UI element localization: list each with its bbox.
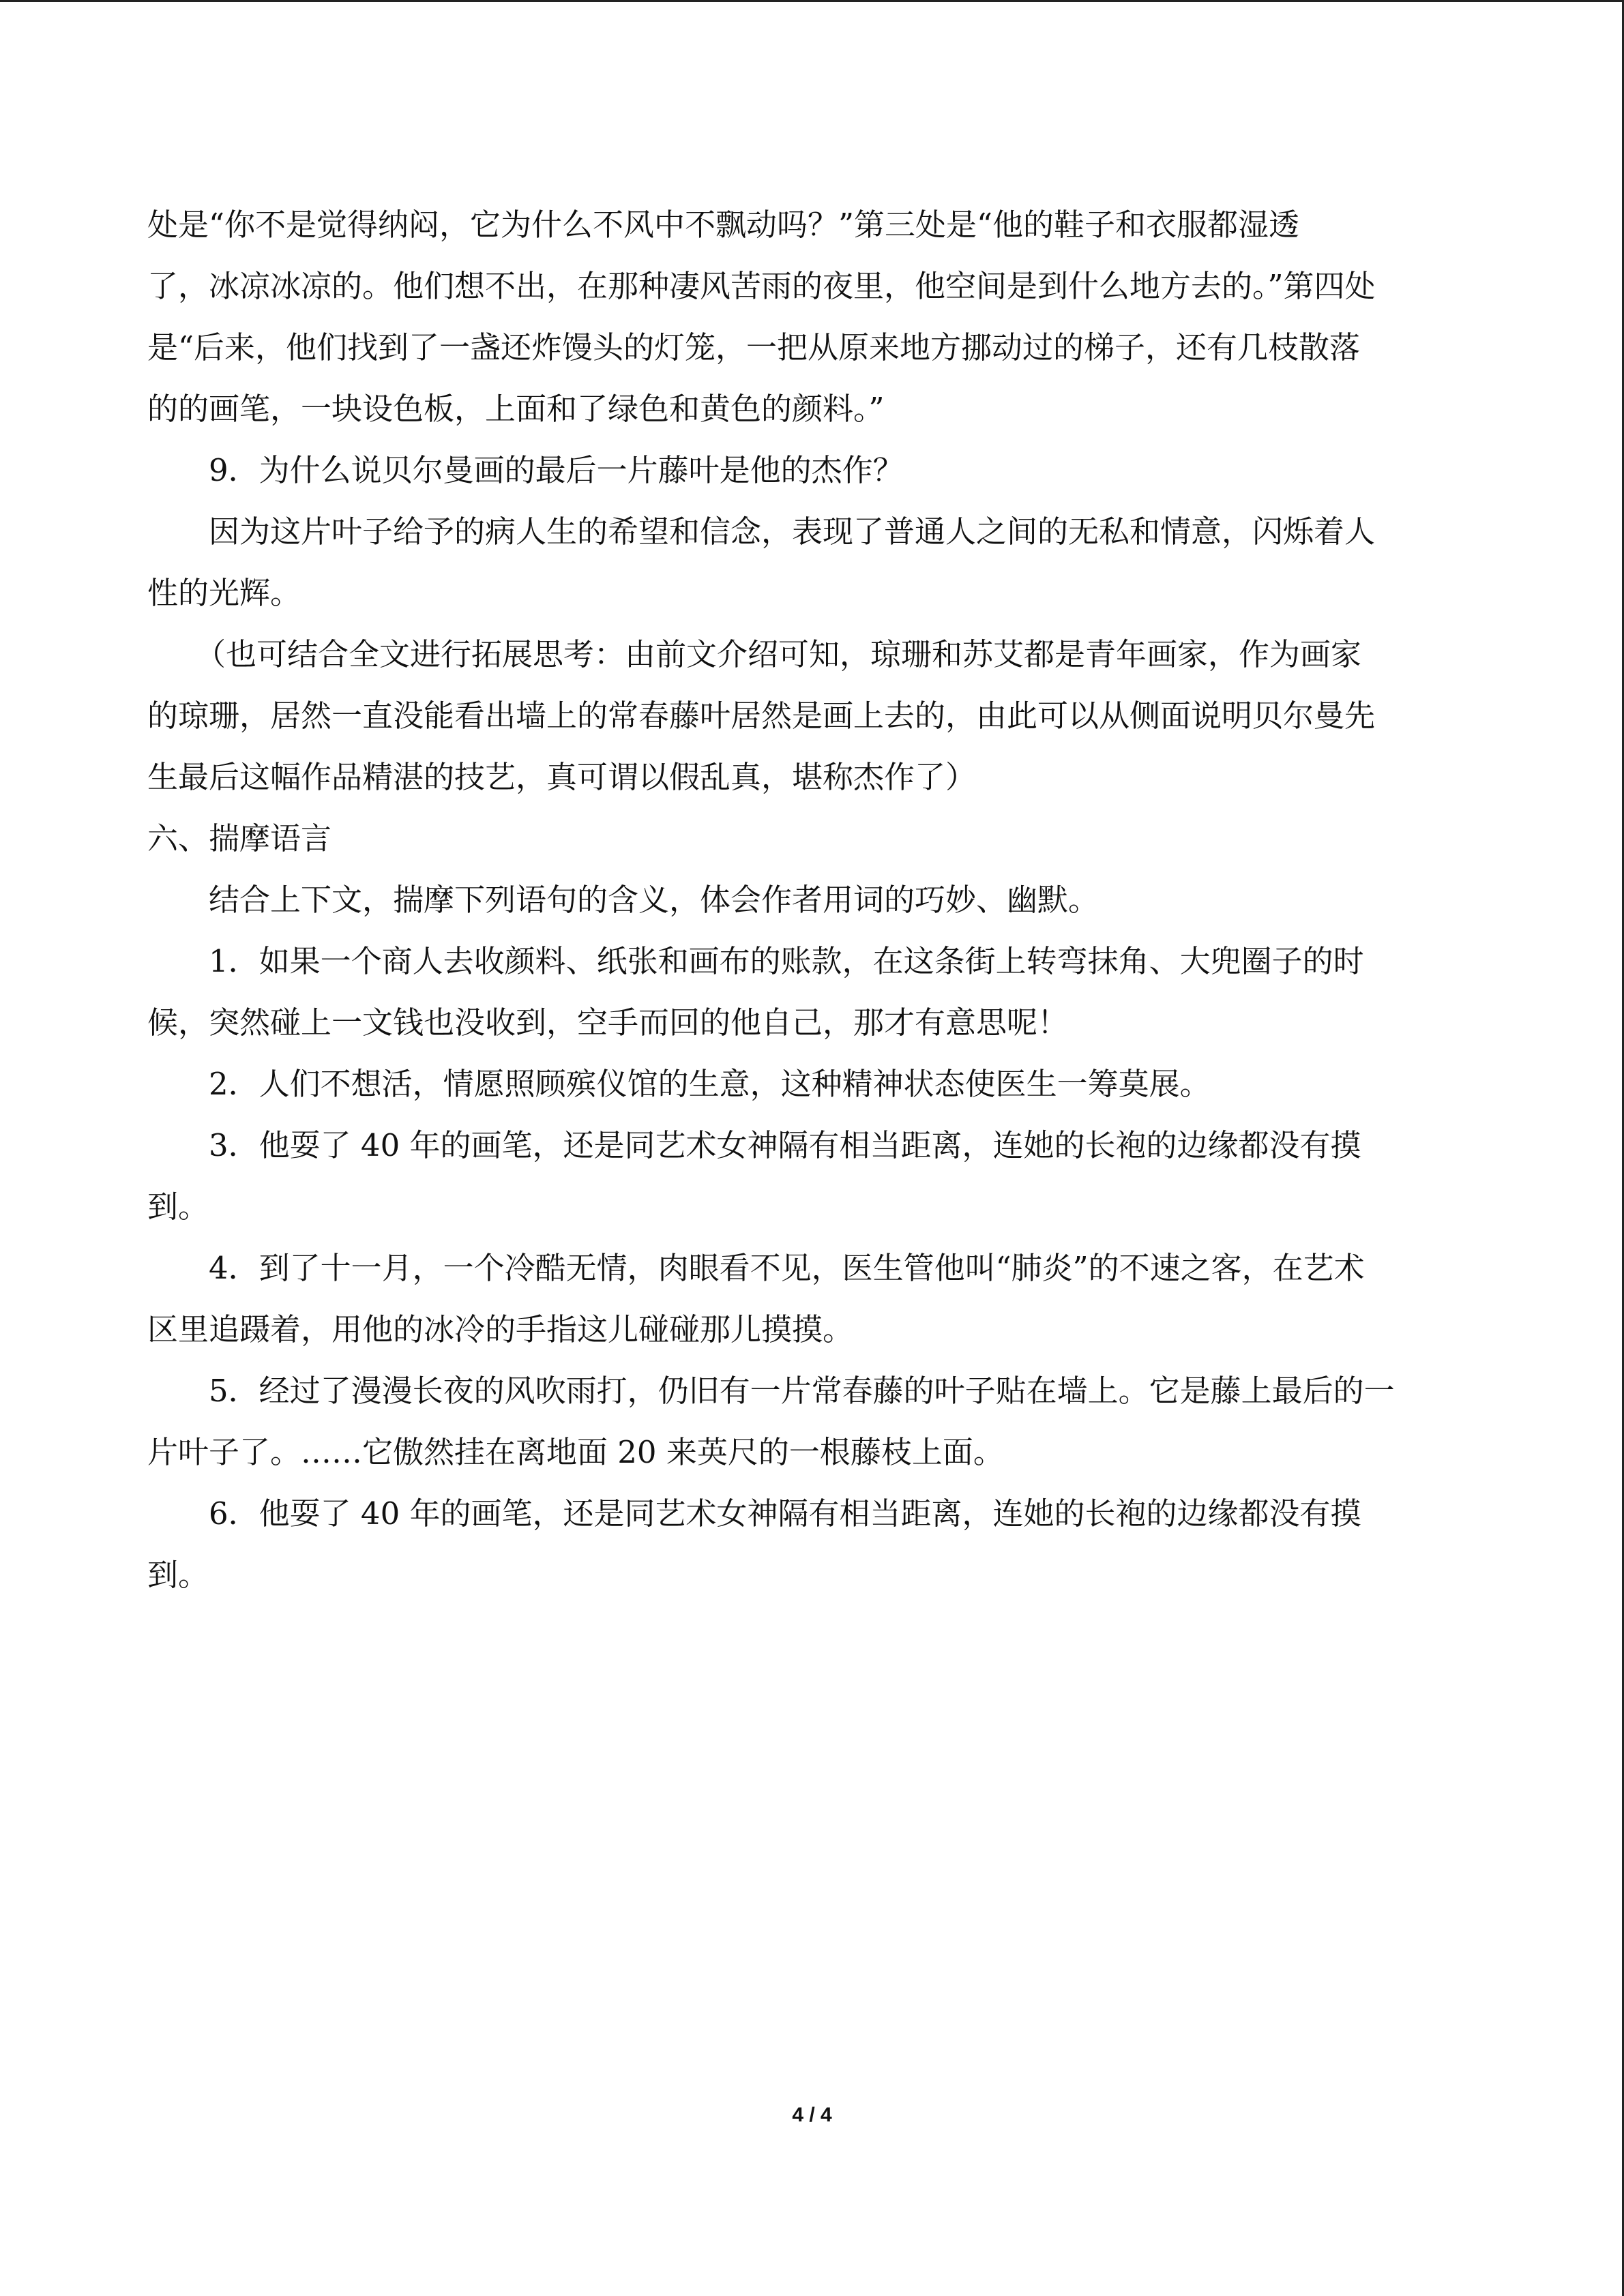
- item-5-line-2: 片叶子了。……它傲然挂在离地面 20 来英尺的一根藤枝上面。: [147, 1434, 1004, 1470]
- page-number: 4 / 4: [792, 2104, 832, 2126]
- extension-line-1: （也可结合全文进行拓展思考：由前文介绍可知，琼珊和苏艾都是青年画家，作为画家: [195, 636, 1362, 672]
- document-body: [147, 205, 1484, 1616]
- item-3-line-1: 3．他耍了 40 年的画笔，还是同艺术女神隔有相当距离，连她的长袍的边缘都没有摸: [209, 1127, 1361, 1163]
- answer-9-line-1: 因为这片叶子给予的病人生的希望和信念，表现了普通人之间的无私和情意，闪烁着人: [209, 513, 1376, 550]
- section-heading-6: 六、揣摩语言: [147, 820, 332, 856]
- text-line-3: 是“后来，他们找到了一盏还炸馒头的灯笼，一把从原来地方挪动过的梯子，还有几枝散落: [147, 329, 1361, 366]
- item-1-line-2: 候，突然碰上一文钱也没收到，空手而回的他自己，那才有意思呢！: [147, 1004, 1069, 1041]
- extension-line-2: 的琼珊，居然一直没能看出墙上的常春藤叶居然是画上去的，由此可以从侧面说明贝尔曼先: [147, 698, 1376, 734]
- text-line-1: 处是“你不是觉得纳闷，它为什么不风中不飘动吗？”第三处是“他的鞋子和衣服都湿透: [147, 207, 1300, 243]
- question-9: 9．为什么说贝尔曼画的最后一片藤叶是他的杰作？: [209, 452, 904, 488]
- item-5-line-1: 5．经过了漫漫长夜的风吹雨打，仍旧有一片常春藤的叶子贴在墙上。它是藤上最后的一: [209, 1373, 1395, 1409]
- item-4-line-2: 区里追蹑着，用他的冰冷的手指这儿碰碰那儿摸摸。: [147, 1311, 854, 1347]
- item-2: 2．人们不想活，情愿照顾殡仪馆的生意，这种精神状态使医生一筹莫展。: [209, 1066, 1211, 1102]
- extension-line-3: 生最后这幅作品精湛的技艺，真可谓以假乱真，堪称杰作了）: [147, 759, 977, 795]
- text-line-4: 的的画笔，一块设色板，上面和了绿色和黄色的颜料。”: [147, 391, 885, 427]
- section-instructions: 结合上下文，揣摩下列语句的含义，体会作者用词的巧妙、幽默。: [209, 882, 1099, 918]
- item-1-line-1: 1．如果一个商人去收颜料、纸张和画布的账款，在这条街上转弯抹角、大兜圈子的时: [209, 943, 1364, 979]
- item-4-line-1: 4．到了十一月，一个冷酷无情，肉眼看不见，医生管他叫“肺炎”的不速之客，在艺术: [209, 1250, 1365, 1286]
- item-6-line-2: 到。: [147, 1557, 209, 1593]
- item-3-line-2: 到。: [147, 1189, 209, 1225]
- answer-9-line-2: 性的光辉。: [147, 575, 301, 611]
- text-line-2: 了，冰凉冰凉的。他们想不出，在那种凄风苦雨的夜里，他空间是到什么地方去的。”第四处: [147, 268, 1376, 304]
- item-6-line-1: 6．他耍了 40 年的画笔，还是同艺术女神隔有相当距离，连她的长袍的边缘都没有摸: [209, 1495, 1361, 1532]
- page-border-top: [0, 0, 1624, 2]
